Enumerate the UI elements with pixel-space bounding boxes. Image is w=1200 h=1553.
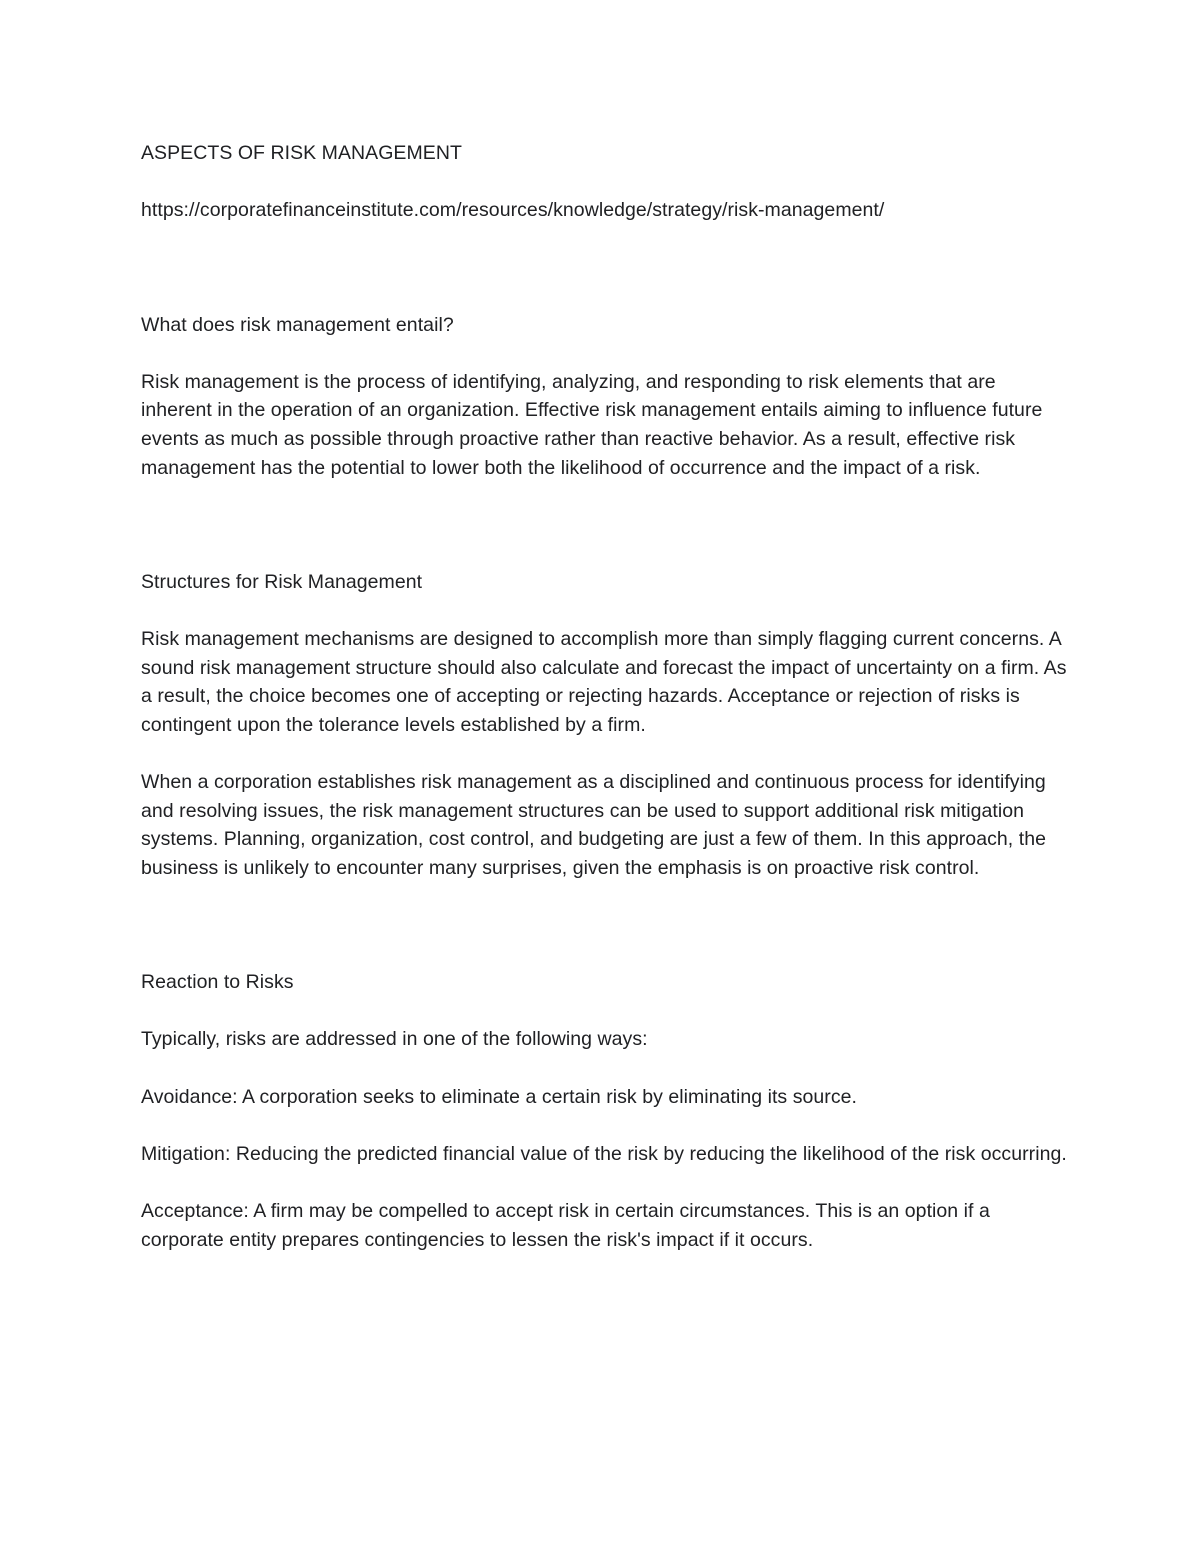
section-heading-reaction-to-risks: Reaction to Risks [141,971,294,994]
paragraph-structures-process: When a corporation establishes risk management as a disciplined and continuous process for identifying and resolving issues, the risk management structures can be used to support additional risk mitigation systems. Planning, organization, cost control, and budgeting are just a few of them. In this approach, the business is unlikely to encounter many surprises, given the emphasis is on proactive risk control. [141,771,1046,879]
document-body [141,139,1071,1254]
paragraph-reaction-intro: Typically, risks are addressed in one of the following ways: [141,1028,648,1051]
paragraph-mitigation: Mitigation: Reducing the predicted financial value of the risk by reducing the likelihood of the risk occurring. [141,1142,1067,1165]
paragraph-acceptance: Acceptance: A firm may be compelled to accept risk in certain circumstances. This is an option if a corporate entity prepares contingencies to lessen the risk's impact if it occurs. [141,1200,990,1251]
section-heading-structures: Structures for Risk Management [141,570,423,593]
paragraph-structures-mechanisms: Risk management mechanisms are designed to accomplish more than simply flagging current concerns. A sound risk management structure should also calculate and forecast the impact of uncertainty on a firm. As a result, the choice becomes one of accepting or rejecting hazards. Acceptance or rejection of risks is contingent upon the tolerance levels established by a firm. [141,628,1067,736]
source-url: https://corporatefinanceinstitute.com/resources/knowledge/strategy/risk-management/ [141,199,885,222]
paragraph-risk-management-definition: Risk management is the process of identifying, analyzing, and responding to risk elements that are inherent in the operation of an organization. Effective risk management entails aiming to influence future events as much as possible through proactive rather than reactive behavior. As a result, effective risk management has the potential to lower both the likelihood of occurrence and the impact of a risk. [141,370,1043,479]
document-title: ASPECTS OF RISK MANAGEMENT [141,142,462,164]
section-heading-risk-management-entail: What does risk management entail? [141,313,454,336]
paragraph-avoidance: Avoidance: A corporation seeks to eliminate a certain risk by eliminating its source. [141,1085,857,1108]
